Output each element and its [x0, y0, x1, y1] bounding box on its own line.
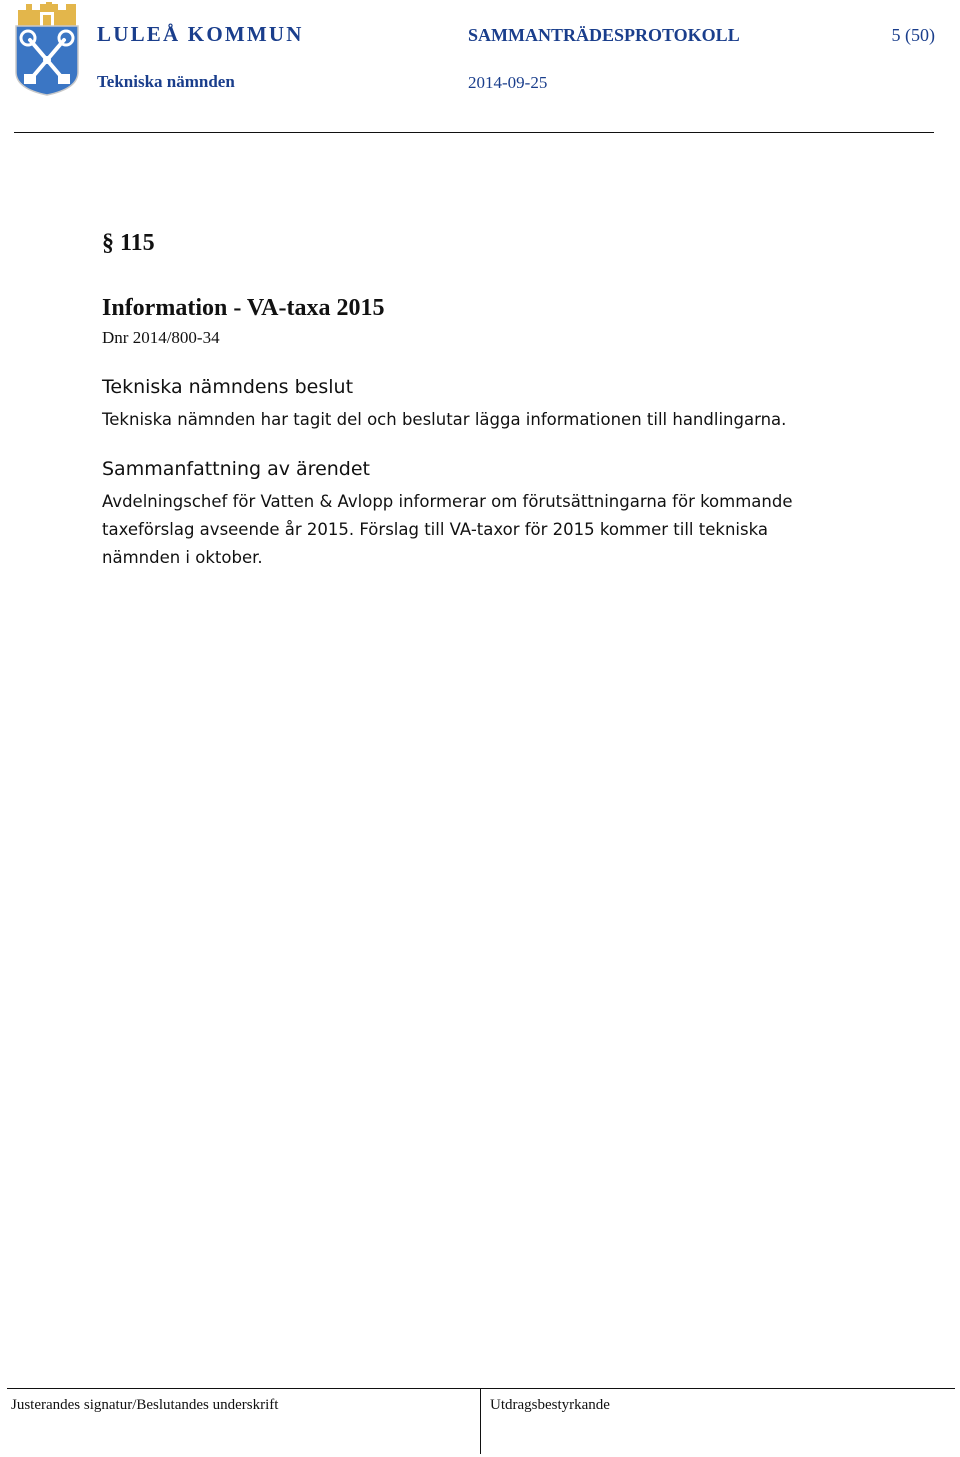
registration-number: Dnr 2014/800-34 [102, 328, 220, 347]
signature-label: Justerandes signatur/Beslutandes underskrift [11, 1397, 279, 1413]
paragraph-number: § 115 [102, 230, 155, 256]
meeting-date: 2014-09-25 [468, 73, 548, 92]
decision-heading: Tekniska nämndens beslut [102, 376, 354, 398]
lulea-coat-of-arms-icon [14, 2, 80, 96]
organization-name: LULEÅ KOMMUN [97, 22, 304, 46]
committee-name: Tekniska nämnden [97, 72, 235, 91]
summary-text: Avdelningschef för Vatten & Avlopp informerar om förutsättningarna för kommande taxeförslag avseende år 2015. Förslag till VA-taxor för 2015 kommer till tekniska nämnden i oktober. [102, 492, 793, 567]
document-type: SAMMANTRÄDESPROTOKOLL [468, 25, 740, 45]
item-title: Information - VA-taxa 2015 [102, 295, 385, 321]
footer-column-divider [480, 1388, 481, 1454]
certification-label: Utdragsbestyrkande [490, 1397, 610, 1413]
document-body [102, 230, 822, 596]
page-number: 5 (50) [891, 25, 935, 45]
footer-divider [7, 1388, 955, 1389]
summary-heading: Sammanfattning av ärendet [102, 458, 370, 480]
decision-text: Tekniska nämnden har tagit del och beslutar lägga informationen till handlingarna. [102, 410, 787, 429]
header-divider [14, 132, 934, 133]
